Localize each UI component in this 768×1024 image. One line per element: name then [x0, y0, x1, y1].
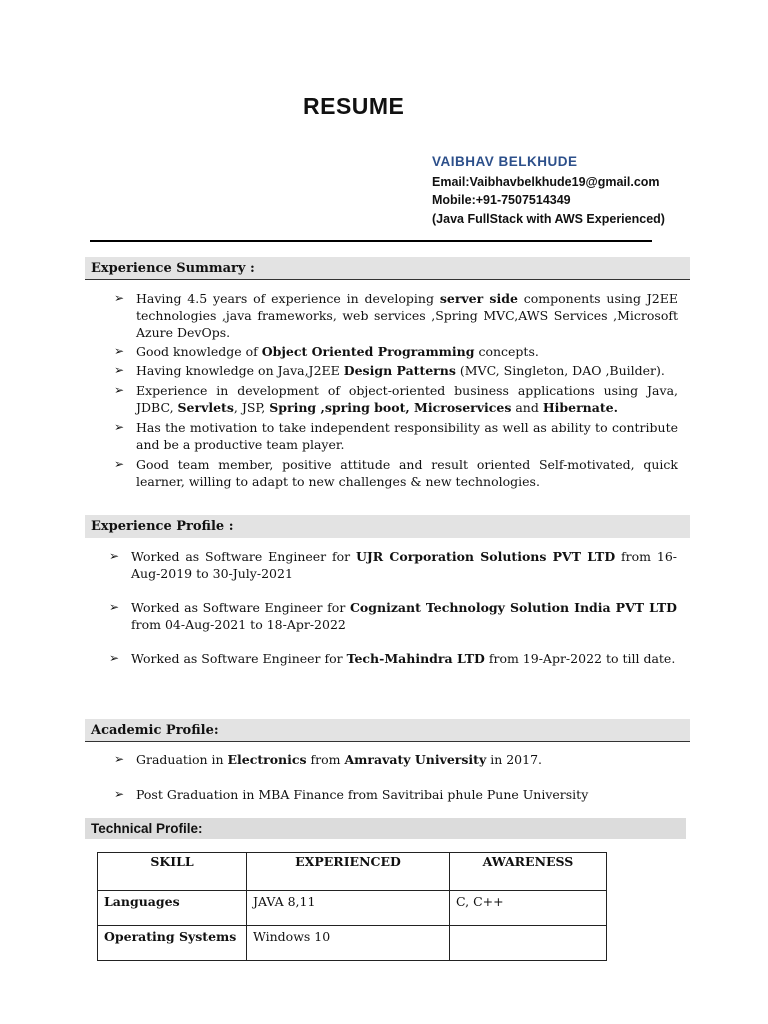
contact-block: [432, 153, 665, 228]
experienced-cell: Windows 10: [247, 926, 450, 961]
experience-profile-heading: Experience Profile :: [85, 515, 690, 538]
skill-cell: Languages: [98, 891, 247, 926]
mobile-line: Mobile:+91-7507514349: [432, 193, 571, 207]
skill-cell: Operating Systems: [98, 926, 247, 961]
awareness-cell: C, C++: [450, 891, 607, 926]
text: in 2017.: [486, 752, 542, 767]
awareness-cell: [450, 926, 607, 961]
column-header-skill: SKILL: [98, 853, 247, 891]
text: Worked as Software Engineer for: [131, 600, 350, 615]
text: Good knowledge of: [136, 344, 262, 359]
column-header-awareness: AWARENESS: [450, 853, 607, 891]
bold-text: Servlets: [177, 400, 234, 415]
text: Worked as Software Engineer for: [131, 549, 356, 564]
bold-text: Design Patterns: [343, 363, 456, 378]
text: and: [511, 400, 543, 415]
column-header-experienced: EXPERIENCED: [247, 853, 450, 891]
arrowhead-bullet-icon: ➢: [114, 752, 125, 766]
text: Has the motivation to take independent responsibility as well as ability to contribute and be a productive team player.: [136, 420, 678, 452]
bold-text: Electronics: [227, 752, 307, 767]
experience-profile-list: [109, 548, 677, 667]
list-item: [114, 786, 674, 803]
list-item: [114, 419, 678, 453]
table-row: [98, 926, 607, 961]
arrowhead-bullet-icon: ➢: [114, 787, 125, 801]
text: (MVC, Singleton, DAO ,Builder).: [455, 363, 665, 378]
list-item: [114, 343, 678, 360]
list-item: [114, 362, 678, 379]
text: Graduation in: [136, 752, 228, 767]
text: Good team member, positive attitude and result oriented Self-motivated, quick learner, willing to adapt to new challenges & new technologies.: [136, 457, 678, 489]
skills-table-header-row: [98, 853, 607, 891]
text: Having knowledge on Java,J2EE: [136, 363, 344, 378]
list-item: [114, 751, 674, 768]
text: Worked as Software Engineer for: [131, 651, 347, 666]
table-row: [98, 891, 607, 926]
bold-text: Hibernate.: [542, 400, 618, 415]
academic-profile-list: [114, 751, 674, 803]
text: Post Graduation in MBA Finance from Savitribai phule Pune University: [136, 787, 589, 802]
bold-text: Cognizant Technology Solution India PVT LTD: [349, 600, 677, 615]
bold-text: Amravaty University: [344, 752, 487, 767]
academic-profile-heading: Academic Profile:: [85, 719, 690, 742]
text: Experience in development of object-oriented business applications using Java, JDBC,: [136, 383, 678, 415]
list-item: [109, 548, 677, 582]
experience-summary-list: [114, 290, 678, 490]
list-item: [114, 382, 678, 416]
skills-table: [97, 852, 607, 961]
technical-profile-heading: Technical Profile:: [85, 818, 686, 839]
list-item: [114, 290, 678, 341]
resume-title: RESUME: [303, 93, 405, 119]
bold-text: UJR Corporation Solutions PVT LTD: [355, 549, 616, 564]
bold-text: Object Oriented Programming: [261, 344, 475, 359]
bold-text: server side: [439, 291, 518, 306]
list-item: [114, 456, 678, 490]
email-line: Email:Vaibhavbelkhude19@gmail.com: [432, 174, 660, 189]
text: from: [306, 752, 345, 767]
arrowhead-bullet-icon: ➢: [109, 600, 120, 614]
candidate-name: VAIBHAV BELKHUDE: [432, 154, 578, 169]
arrowhead-bullet-icon: ➢: [114, 420, 125, 434]
text: , JSP,: [233, 400, 270, 415]
list-item: [109, 650, 677, 667]
text: from 19-Apr-2022 to till date.: [484, 651, 676, 666]
tagline: (Java FullStack with AWS Experienced): [432, 211, 665, 226]
arrowhead-bullet-icon: ➢: [114, 457, 125, 471]
text: from 04-Aug-2021 to 18-Apr-2022: [131, 617, 346, 632]
text: Having 4.5 years of experience in developing: [136, 291, 440, 306]
arrowhead-bullet-icon: ➢: [114, 383, 125, 397]
text: concepts.: [474, 344, 539, 359]
arrowhead-bullet-icon: ➢: [114, 344, 125, 358]
experienced-cell: JAVA 8,11: [247, 891, 450, 926]
arrowhead-bullet-icon: ➢: [114, 291, 125, 305]
list-item: [109, 599, 677, 633]
bold-text: Spring ,spring boot, Microservices: [269, 400, 512, 415]
arrowhead-bullet-icon: ➢: [114, 363, 125, 377]
arrowhead-bullet-icon: ➢: [109, 549, 120, 563]
bold-text: Tech-Mahindra LTD: [346, 651, 485, 666]
text: from 16-Aug-2019 to 30-July-2021: [131, 549, 677, 581]
arrowhead-bullet-icon: ➢: [109, 651, 120, 665]
experience-summary-heading: Experience Summary :: [85, 257, 690, 280]
text: components using J2EE technologies ,java frameworks, web services ,Spring MVC,AWS Services ,Microsoft Azure DevOps.: [136, 291, 678, 340]
header-divider: [90, 240, 652, 242]
